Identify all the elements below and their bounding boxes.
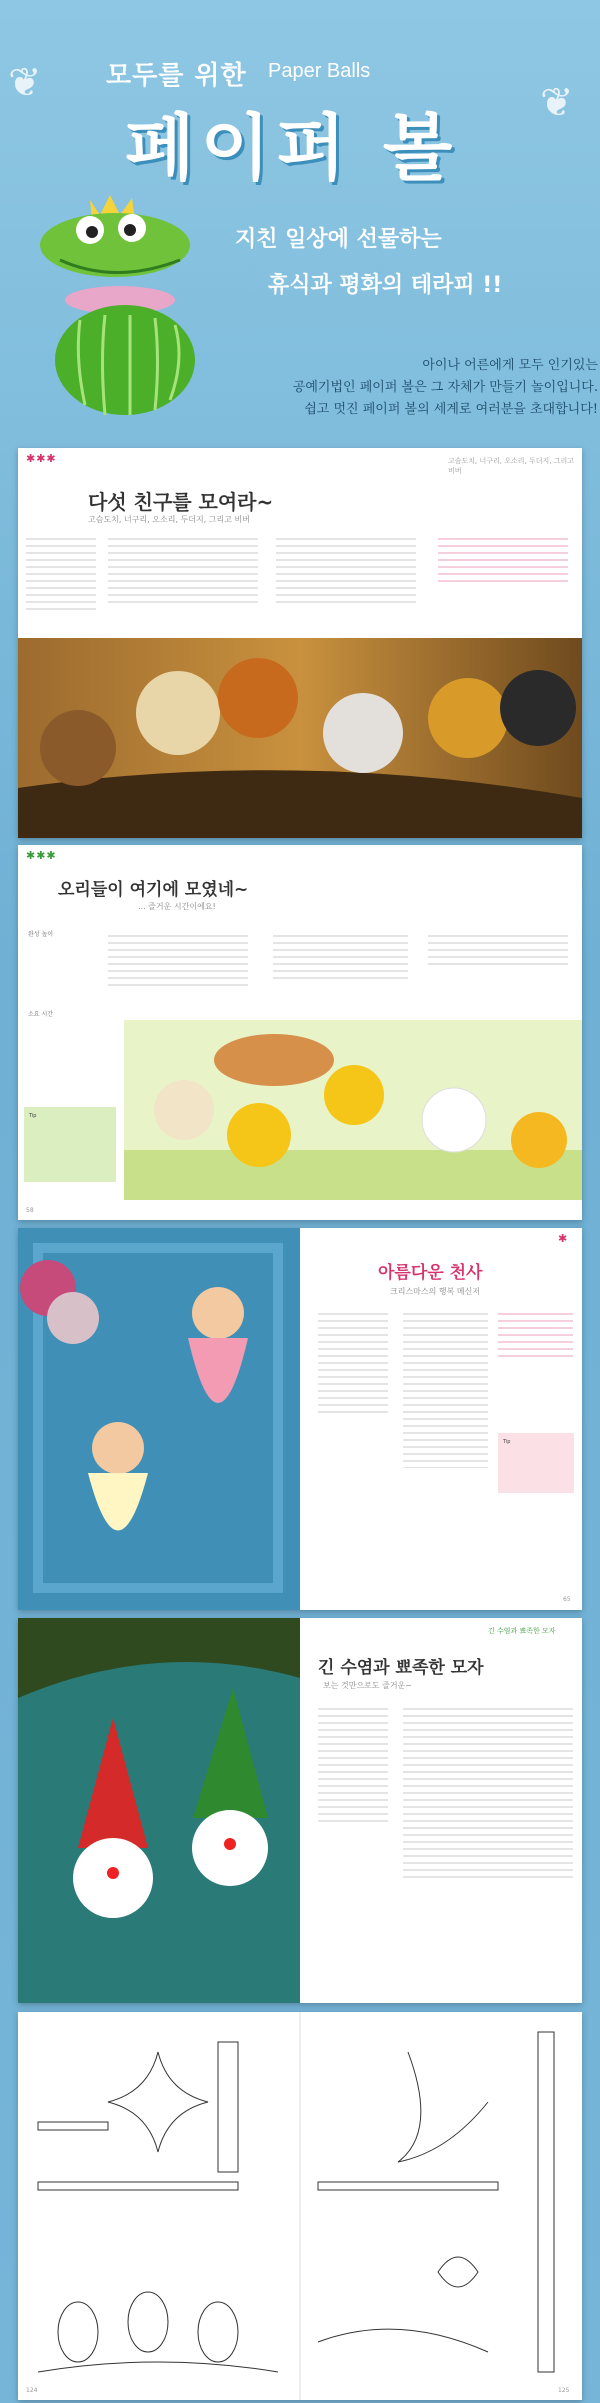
hero-intro-line-3: 쉽고 멋진 페이퍼 볼의 세계로 여러분을 초대합니다! [304,402,598,417]
running-header: 고슴도치, 너구리, 오소리, 두더지, 그리고 비버 [448,457,574,475]
hero-tagline-2: 휴식과 평화의 테라피 !! [268,273,503,298]
swirl-ornament-right: ❦ [540,80,574,126]
book-spread-angels [18,1228,582,1610]
section-subtitle: 보는 것만으로도 즐거운~ [323,1681,413,1690]
page-number-right: 125 [558,2387,570,2394]
text-column-1 [318,1703,388,1823]
page-number-left: 124 [26,2387,38,2394]
section-title: 오리들이 여기에 모였네~ [58,880,249,900]
text-column-3 [498,1308,573,1358]
hero-subtitle-en: Paper Balls [268,60,371,82]
section-subtitle: ... 즐거운 시간이에요! [138,902,216,911]
book-spread-santa [18,1618,582,2003]
animal-paper-balls-photo [18,638,582,838]
book-spread-ducks [18,845,582,1220]
page-dots: ✱ [558,1232,569,1245]
text-column-3 [276,533,416,603]
hero-subtitle: 모두를 위한 [106,61,247,91]
page-number: 65 [563,1596,571,1603]
tip-box [24,1107,116,1182]
section-subtitle: 고슴도치, 너구리, 오소리, 두더지, 그리고 비버 [88,515,250,524]
info-height-label: 완성 높이 [28,931,54,938]
text-column-2 [403,1308,488,1468]
text-column-3 [428,930,568,970]
running-header: 긴 수염과 뾰족한 모자 [488,1627,556,1635]
santa-paper-balls-photo [18,1618,300,2003]
pattern-templates-drawing [18,2012,582,2400]
hero-banner [0,0,600,440]
tip-box [498,1433,574,1493]
text-column-1 [318,1308,388,1418]
info-time-label: 소요 시간 [28,1011,54,1018]
hero-tagline-1: 지친 일상에 선물하는 [235,227,442,252]
page-number: 58 [26,1207,34,1214]
page-dots: ✱✱✱ [26,452,57,465]
duck-paper-balls-photo [124,1020,582,1200]
section-title: 긴 수염과 뾰족한 모자 [318,1658,484,1678]
text-column-1 [26,533,96,613]
text-column-4 [438,533,568,583]
section-subtitle: 크리스마스의 행복 메신저 [390,1287,481,1296]
book-spread-friends [18,448,582,838]
tip-label: Tip [503,1439,511,1445]
hero-title: 페이퍼 볼 [125,106,459,190]
text-column-2 [403,1703,573,1878]
book-spread-templates [18,2012,582,2400]
hero-intro-line-2: 공예기법인 페이퍼 볼은 그 자체가 만들기 놀이입니다. [292,380,598,395]
swirl-ornament-left: ❦ [8,60,42,106]
section-title: 다섯 친구를 모여라~ [88,490,274,514]
angel-paper-balls-photo [18,1228,300,1610]
hero-intro-line-1: 아이나 어른에게 모두 인기있는 [422,358,598,373]
hero-intro [218,355,598,421]
page-dots: ✱✱✱ [26,849,57,862]
text-column-2 [273,930,408,980]
text-column-1 [108,930,248,990]
text-column-2 [108,533,258,603]
section-title: 아름다운 천사 [378,1263,483,1283]
tip-label: Tip [29,1113,37,1119]
frog-paper-ball-image [20,190,230,420]
